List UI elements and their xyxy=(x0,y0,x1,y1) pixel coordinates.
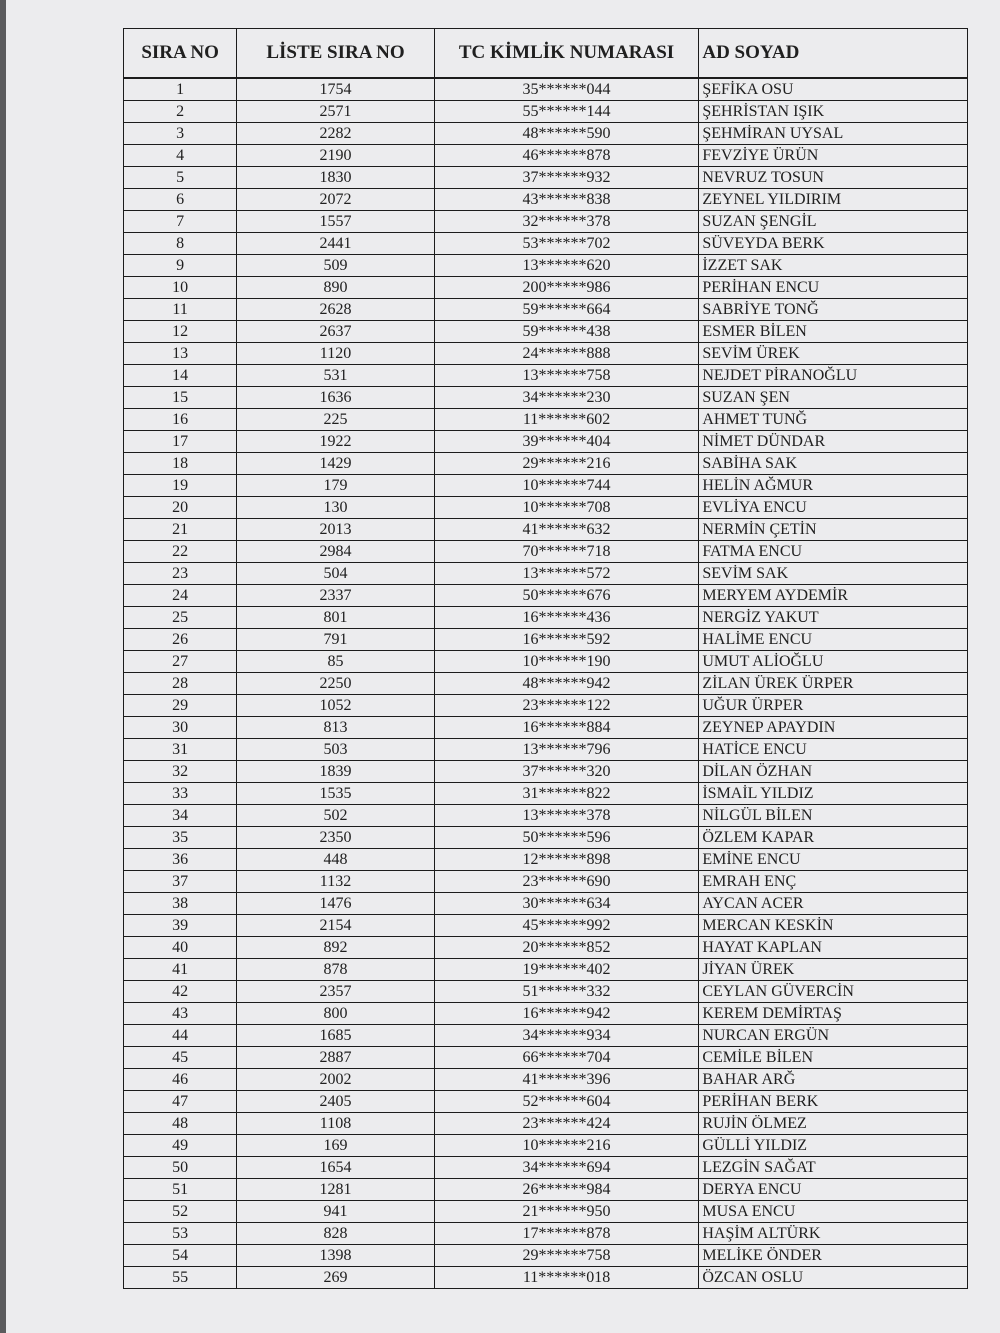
table-row xyxy=(124,871,968,893)
cell-tc-kimlik: 59******438 xyxy=(434,321,699,343)
cell-ad-soyad: SABRİYE TONĞ xyxy=(699,299,968,321)
voter-list-table xyxy=(123,28,968,1289)
cell-sira-no: 25 xyxy=(124,607,237,629)
cell-sira-no: 9 xyxy=(124,255,237,277)
cell-sira-no: 28 xyxy=(124,673,237,695)
table-row xyxy=(124,805,968,827)
table-row xyxy=(124,1025,968,1047)
cell-liste-sira-no: 1654 xyxy=(237,1157,434,1179)
table-row xyxy=(124,1201,968,1223)
cell-tc-kimlik: 10******190 xyxy=(434,651,699,673)
table-row xyxy=(124,1135,968,1157)
cell-ad-soyad: PERİHAN BERK xyxy=(699,1091,968,1113)
table-row xyxy=(124,277,968,299)
cell-liste-sira-no: 941 xyxy=(237,1201,434,1223)
cell-liste-sira-no: 2350 xyxy=(237,827,434,849)
table-row xyxy=(124,1157,968,1179)
table-row xyxy=(124,673,968,695)
cell-ad-soyad: NİLGÜL BİLEN xyxy=(699,805,968,827)
cell-sira-no: 19 xyxy=(124,475,237,497)
cell-ad-soyad: NURCAN ERGÜN xyxy=(699,1025,968,1047)
table-row xyxy=(124,585,968,607)
cell-sira-no: 52 xyxy=(124,1201,237,1223)
cell-ad-soyad: ZEYNEL YILDIRIM xyxy=(699,189,968,211)
cell-tc-kimlik: 16******942 xyxy=(434,1003,699,1025)
cell-liste-sira-no: 1754 xyxy=(237,78,434,101)
table-row xyxy=(124,475,968,497)
cell-ad-soyad: RUJİN ÖLMEZ xyxy=(699,1113,968,1135)
cell-liste-sira-no: 179 xyxy=(237,475,434,497)
table-row xyxy=(124,937,968,959)
cell-liste-sira-no: 1839 xyxy=(237,761,434,783)
cell-tc-kimlik: 46******878 xyxy=(434,145,699,167)
header-sira-no: SIRA NO xyxy=(124,29,237,79)
cell-tc-kimlik: 45******992 xyxy=(434,915,699,937)
cell-tc-kimlik: 19******402 xyxy=(434,959,699,981)
cell-ad-soyad: UĞUR ÜRPER xyxy=(699,695,968,717)
cell-sira-no: 32 xyxy=(124,761,237,783)
cell-sira-no: 47 xyxy=(124,1091,237,1113)
cell-ad-soyad: FATMA ENCU xyxy=(699,541,968,563)
cell-sira-no: 12 xyxy=(124,321,237,343)
table-row xyxy=(124,893,968,915)
cell-sira-no: 11 xyxy=(124,299,237,321)
cell-tc-kimlik: 31******822 xyxy=(434,783,699,805)
document-page xyxy=(6,0,1000,1333)
cell-tc-kimlik: 39******404 xyxy=(434,431,699,453)
cell-ad-soyad: EMİNE ENCU xyxy=(699,849,968,871)
cell-tc-kimlik: 20******852 xyxy=(434,937,699,959)
cell-liste-sira-no: 2337 xyxy=(237,585,434,607)
cell-liste-sira-no: 2441 xyxy=(237,233,434,255)
cell-liste-sira-no: 878 xyxy=(237,959,434,981)
cell-sira-no: 45 xyxy=(124,1047,237,1069)
cell-ad-soyad: ŞEFİKA OSU xyxy=(699,78,968,101)
cell-liste-sira-no: 509 xyxy=(237,255,434,277)
table-row xyxy=(124,761,968,783)
cell-ad-soyad: İZZET SAK xyxy=(699,255,968,277)
table-row xyxy=(124,717,968,739)
cell-tc-kimlik: 50******676 xyxy=(434,585,699,607)
cell-tc-kimlik: 13******378 xyxy=(434,805,699,827)
cell-tc-kimlik: 23******424 xyxy=(434,1113,699,1135)
cell-liste-sira-no: 269 xyxy=(237,1267,434,1289)
cell-tc-kimlik: 37******932 xyxy=(434,167,699,189)
cell-sira-no: 34 xyxy=(124,805,237,827)
cell-liste-sira-no: 2628 xyxy=(237,299,434,321)
cell-sira-no: 26 xyxy=(124,629,237,651)
cell-ad-soyad: MUSA ENCU xyxy=(699,1201,968,1223)
cell-sira-no: 10 xyxy=(124,277,237,299)
cell-ad-soyad: ÖZCAN OSLU xyxy=(699,1267,968,1289)
cell-tc-kimlik: 13******620 xyxy=(434,255,699,277)
cell-tc-kimlik: 51******332 xyxy=(434,981,699,1003)
cell-ad-soyad: HATİCE ENCU xyxy=(699,739,968,761)
cell-tc-kimlik: 23******122 xyxy=(434,695,699,717)
cell-tc-kimlik: 11******602 xyxy=(434,409,699,431)
cell-ad-soyad: ESMER BİLEN xyxy=(699,321,968,343)
cell-ad-soyad: PERİHAN ENCU xyxy=(699,277,968,299)
cell-ad-soyad: JİYAN ÜREK xyxy=(699,959,968,981)
cell-ad-soyad: NERGİZ YAKUT xyxy=(699,607,968,629)
cell-liste-sira-no: 531 xyxy=(237,365,434,387)
table-row xyxy=(124,1069,968,1091)
cell-sira-no: 2 xyxy=(124,101,237,123)
cell-ad-soyad: NEJDET PİRANOĞLU xyxy=(699,365,968,387)
cell-ad-soyad: AHMET TUNĞ xyxy=(699,409,968,431)
cell-sira-no: 50 xyxy=(124,1157,237,1179)
cell-liste-sira-no: 2405 xyxy=(237,1091,434,1113)
cell-liste-sira-no: 828 xyxy=(237,1223,434,1245)
table-row xyxy=(124,321,968,343)
table-row xyxy=(124,783,968,805)
cell-tc-kimlik: 48******590 xyxy=(434,123,699,145)
cell-liste-sira-no: 2250 xyxy=(237,673,434,695)
cell-ad-soyad: SEVİM ÜREK xyxy=(699,343,968,365)
table-row xyxy=(124,1003,968,1025)
table-body xyxy=(124,78,968,1289)
cell-ad-soyad: CEYLAN GÜVERCİN xyxy=(699,981,968,1003)
cell-liste-sira-no: 1636 xyxy=(237,387,434,409)
cell-ad-soyad: SABİHA SAK xyxy=(699,453,968,475)
cell-sira-no: 13 xyxy=(124,343,237,365)
cell-tc-kimlik: 12******898 xyxy=(434,849,699,871)
cell-liste-sira-no: 813 xyxy=(237,717,434,739)
table-row xyxy=(124,541,968,563)
cell-tc-kimlik: 30******634 xyxy=(434,893,699,915)
cell-sira-no: 31 xyxy=(124,739,237,761)
table-row xyxy=(124,519,968,541)
cell-sira-no: 38 xyxy=(124,893,237,915)
cell-ad-soyad: HAYAT KAPLAN xyxy=(699,937,968,959)
table-row xyxy=(124,1113,968,1135)
table-row xyxy=(124,1091,968,1113)
cell-ad-soyad: UMUT ALİOĞLU xyxy=(699,651,968,673)
cell-sira-no: 30 xyxy=(124,717,237,739)
cell-sira-no: 6 xyxy=(124,189,237,211)
cell-ad-soyad: ZİLAN ÜREK ÜRPER xyxy=(699,673,968,695)
cell-sira-no: 24 xyxy=(124,585,237,607)
table-row xyxy=(124,629,968,651)
cell-ad-soyad: ŞEHRİSTAN IŞIK xyxy=(699,101,968,123)
table-row xyxy=(124,233,968,255)
cell-liste-sira-no: 1281 xyxy=(237,1179,434,1201)
cell-liste-sira-no: 502 xyxy=(237,805,434,827)
cell-sira-no: 37 xyxy=(124,871,237,893)
cell-tc-kimlik: 52******604 xyxy=(434,1091,699,1113)
cell-sira-no: 36 xyxy=(124,849,237,871)
cell-ad-soyad: EVLİYA ENCU xyxy=(699,497,968,519)
cell-ad-soyad: SUZAN ŞEN xyxy=(699,387,968,409)
cell-tc-kimlik: 41******632 xyxy=(434,519,699,541)
cell-tc-kimlik: 23******690 xyxy=(434,871,699,893)
cell-liste-sira-no: 504 xyxy=(237,563,434,585)
header-tc-kimlik: TC KİMLİK NUMARASI xyxy=(434,29,699,79)
cell-ad-soyad: MERYEM AYDEMİR xyxy=(699,585,968,607)
cell-sira-no: 46 xyxy=(124,1069,237,1091)
cell-ad-soyad: DİLAN ÖZHAN xyxy=(699,761,968,783)
table-header xyxy=(124,29,968,79)
cell-tc-kimlik: 17******878 xyxy=(434,1223,699,1245)
cell-sira-no: 33 xyxy=(124,783,237,805)
cell-tc-kimlik: 50******596 xyxy=(434,827,699,849)
cell-ad-soyad: NEVRUZ TOSUN xyxy=(699,167,968,189)
cell-ad-soyad: HAŞİM ALTÜRK xyxy=(699,1223,968,1245)
cell-liste-sira-no: 1120 xyxy=(237,343,434,365)
cell-ad-soyad: HELİN AĞMUR xyxy=(699,475,968,497)
cell-liste-sira-no: 448 xyxy=(237,849,434,871)
cell-tc-kimlik: 10******744 xyxy=(434,475,699,497)
cell-ad-soyad: ŞEHMİRAN UYSAL xyxy=(699,123,968,145)
cell-tc-kimlik: 55******144 xyxy=(434,101,699,123)
header-ad-soyad: AD SOYAD xyxy=(699,29,968,79)
cell-tc-kimlik: 11******018 xyxy=(434,1267,699,1289)
cell-liste-sira-no: 2282 xyxy=(237,123,434,145)
cell-ad-soyad: BAHAR ARĞ xyxy=(699,1069,968,1091)
cell-tc-kimlik: 41******396 xyxy=(434,1069,699,1091)
cell-tc-kimlik: 35******044 xyxy=(434,78,699,101)
cell-liste-sira-no: 225 xyxy=(237,409,434,431)
cell-tc-kimlik: 24******888 xyxy=(434,343,699,365)
cell-sira-no: 16 xyxy=(124,409,237,431)
cell-liste-sira-no: 2002 xyxy=(237,1069,434,1091)
cell-liste-sira-no: 2984 xyxy=(237,541,434,563)
cell-tc-kimlik: 26******984 xyxy=(434,1179,699,1201)
table-row xyxy=(124,563,968,585)
cell-tc-kimlik: 10******216 xyxy=(434,1135,699,1157)
cell-sira-no: 49 xyxy=(124,1135,237,1157)
cell-sira-no: 43 xyxy=(124,1003,237,1025)
cell-liste-sira-no: 800 xyxy=(237,1003,434,1025)
cell-tc-kimlik: 200*****986 xyxy=(434,277,699,299)
table-row xyxy=(124,145,968,167)
table-row xyxy=(124,849,968,871)
cell-sira-no: 15 xyxy=(124,387,237,409)
table-row xyxy=(124,959,968,981)
cell-ad-soyad: LEZGİN SAĞAT xyxy=(699,1157,968,1179)
cell-liste-sira-no: 2887 xyxy=(237,1047,434,1069)
table-row xyxy=(124,78,968,101)
table-row xyxy=(124,1047,968,1069)
cell-liste-sira-no: 1535 xyxy=(237,783,434,805)
table-row xyxy=(124,431,968,453)
cell-tc-kimlik: 37******320 xyxy=(434,761,699,783)
cell-sira-no: 18 xyxy=(124,453,237,475)
table-row xyxy=(124,827,968,849)
cell-tc-kimlik: 13******758 xyxy=(434,365,699,387)
cell-sira-no: 3 xyxy=(124,123,237,145)
table-row xyxy=(124,365,968,387)
cell-liste-sira-no: 1476 xyxy=(237,893,434,915)
cell-sira-no: 20 xyxy=(124,497,237,519)
cell-ad-soyad: SÜVEYDA BERK xyxy=(699,233,968,255)
table-row xyxy=(124,343,968,365)
cell-sira-no: 35 xyxy=(124,827,237,849)
cell-ad-soyad: CEMİLE BİLEN xyxy=(699,1047,968,1069)
cell-ad-soyad: ÖZLEM KAPAR xyxy=(699,827,968,849)
table-row xyxy=(124,1245,968,1267)
table-row xyxy=(124,1179,968,1201)
table-row xyxy=(124,915,968,937)
table-row xyxy=(124,409,968,431)
cell-tc-kimlik: 43******838 xyxy=(434,189,699,211)
cell-liste-sira-no: 1132 xyxy=(237,871,434,893)
cell-tc-kimlik: 34******694 xyxy=(434,1157,699,1179)
cell-liste-sira-no: 1108 xyxy=(237,1113,434,1135)
table-row xyxy=(124,189,968,211)
cell-sira-no: 44 xyxy=(124,1025,237,1047)
table-row xyxy=(124,1267,968,1289)
cell-tc-kimlik: 21******950 xyxy=(434,1201,699,1223)
header-liste-sira-no: LİSTE SIRA NO xyxy=(237,29,434,79)
table-row xyxy=(124,453,968,475)
cell-sira-no: 41 xyxy=(124,959,237,981)
cell-liste-sira-no: 2190 xyxy=(237,145,434,167)
cell-liste-sira-no: 2013 xyxy=(237,519,434,541)
cell-tc-kimlik: 34******934 xyxy=(434,1025,699,1047)
cell-sira-no: 51 xyxy=(124,1179,237,1201)
cell-sira-no: 40 xyxy=(124,937,237,959)
cell-ad-soyad: İSMAİL YILDIZ xyxy=(699,783,968,805)
table-row xyxy=(124,497,968,519)
header-row xyxy=(124,29,968,79)
cell-tc-kimlik: 59******664 xyxy=(434,299,699,321)
table-row xyxy=(124,101,968,123)
cell-sira-no: 27 xyxy=(124,651,237,673)
cell-ad-soyad: MERCAN KESKİN xyxy=(699,915,968,937)
cell-liste-sira-no: 1830 xyxy=(237,167,434,189)
cell-liste-sira-no: 1685 xyxy=(237,1025,434,1047)
cell-liste-sira-no: 2571 xyxy=(237,101,434,123)
cell-sira-no: 17 xyxy=(124,431,237,453)
cell-sira-no: 21 xyxy=(124,519,237,541)
cell-sira-no: 8 xyxy=(124,233,237,255)
cell-tc-kimlik: 13******796 xyxy=(434,739,699,761)
cell-tc-kimlik: 16******436 xyxy=(434,607,699,629)
cell-tc-kimlik: 53******702 xyxy=(434,233,699,255)
cell-liste-sira-no: 1429 xyxy=(237,453,434,475)
table-row xyxy=(124,387,968,409)
table-row xyxy=(124,211,968,233)
cell-tc-kimlik: 34******230 xyxy=(434,387,699,409)
cell-sira-no: 39 xyxy=(124,915,237,937)
table-row xyxy=(124,1223,968,1245)
table-row xyxy=(124,695,968,717)
cell-liste-sira-no: 2072 xyxy=(237,189,434,211)
cell-sira-no: 4 xyxy=(124,145,237,167)
cell-ad-soyad: AYCAN ACER xyxy=(699,893,968,915)
cell-liste-sira-no: 85 xyxy=(237,651,434,673)
cell-ad-soyad: NİMET DÜNDAR xyxy=(699,431,968,453)
table-row xyxy=(124,167,968,189)
cell-tc-kimlik: 29******758 xyxy=(434,1245,699,1267)
cell-sira-no: 7 xyxy=(124,211,237,233)
cell-liste-sira-no: 1922 xyxy=(237,431,434,453)
cell-sira-no: 1 xyxy=(124,78,237,101)
cell-sira-no: 29 xyxy=(124,695,237,717)
cell-ad-soyad: EMRAH ENÇ xyxy=(699,871,968,893)
cell-tc-kimlik: 48******942 xyxy=(434,673,699,695)
table-row xyxy=(124,739,968,761)
cell-ad-soyad: MELİKE ÖNDER xyxy=(699,1245,968,1267)
cell-liste-sira-no: 2357 xyxy=(237,981,434,1003)
cell-ad-soyad: ZEYNEP APAYDIN xyxy=(699,717,968,739)
cell-sira-no: 23 xyxy=(124,563,237,585)
cell-liste-sira-no: 801 xyxy=(237,607,434,629)
cell-sira-no: 42 xyxy=(124,981,237,1003)
cell-ad-soyad: FEVZİYE ÜRÜN xyxy=(699,145,968,167)
cell-liste-sira-no: 2637 xyxy=(237,321,434,343)
table-row xyxy=(124,607,968,629)
cell-tc-kimlik: 70******718 xyxy=(434,541,699,563)
cell-ad-soyad: NERMİN ÇETİN xyxy=(699,519,968,541)
cell-liste-sira-no: 503 xyxy=(237,739,434,761)
cell-liste-sira-no: 1052 xyxy=(237,695,434,717)
cell-sira-no: 22 xyxy=(124,541,237,563)
cell-sira-no: 48 xyxy=(124,1113,237,1135)
cell-liste-sira-no: 890 xyxy=(237,277,434,299)
cell-ad-soyad: SEVİM SAK xyxy=(699,563,968,585)
cell-tc-kimlik: 16******592 xyxy=(434,629,699,651)
cell-liste-sira-no: 892 xyxy=(237,937,434,959)
table-row xyxy=(124,981,968,1003)
table-row xyxy=(124,299,968,321)
table-row xyxy=(124,255,968,277)
cell-sira-no: 55 xyxy=(124,1267,237,1289)
cell-ad-soyad: SUZAN ŞENGİL xyxy=(699,211,968,233)
cell-sira-no: 53 xyxy=(124,1223,237,1245)
cell-liste-sira-no: 791 xyxy=(237,629,434,651)
cell-ad-soyad: DERYA ENCU xyxy=(699,1179,968,1201)
cell-tc-kimlik: 29******216 xyxy=(434,453,699,475)
cell-tc-kimlik: 66******704 xyxy=(434,1047,699,1069)
cell-sira-no: 5 xyxy=(124,167,237,189)
cell-liste-sira-no: 1557 xyxy=(237,211,434,233)
cell-sira-no: 14 xyxy=(124,365,237,387)
cell-tc-kimlik: 32******378 xyxy=(434,211,699,233)
cell-liste-sira-no: 2154 xyxy=(237,915,434,937)
table-row xyxy=(124,651,968,673)
cell-ad-soyad: HALİME ENCU xyxy=(699,629,968,651)
table-row xyxy=(124,123,968,145)
cell-liste-sira-no: 1398 xyxy=(237,1245,434,1267)
cell-tc-kimlik: 13******572 xyxy=(434,563,699,585)
cell-sira-no: 54 xyxy=(124,1245,237,1267)
cell-tc-kimlik: 16******884 xyxy=(434,717,699,739)
cell-tc-kimlik: 10******708 xyxy=(434,497,699,519)
cell-ad-soyad: GÜLLİ YILDIZ xyxy=(699,1135,968,1157)
cell-ad-soyad: KEREM DEMİRTAŞ xyxy=(699,1003,968,1025)
cell-liste-sira-no: 169 xyxy=(237,1135,434,1157)
cell-liste-sira-no: 130 xyxy=(237,497,434,519)
